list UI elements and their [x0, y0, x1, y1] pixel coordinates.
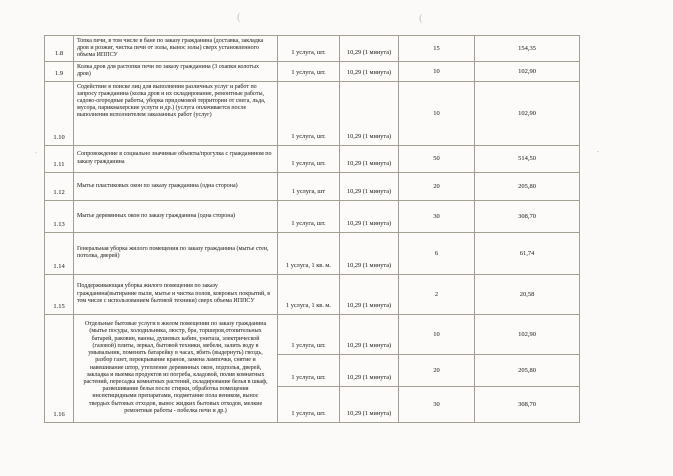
- quantity-cell: 15: [399, 36, 475, 62]
- tariff-cell: 10,29 (1 минута): [340, 274, 399, 314]
- service-description: Генеральная уборка жилого помещения по заказу гражданина (мытье стен, потолка, дверей): [74, 232, 278, 274]
- service-description: Поддерживающая уборка жилого помещения по заказу гражданина(вытирание пыли, мытье и чистка полов, ковровых покрытий, в том числе с использованием бытовой техники) сверх объема ИППСУ: [74, 274, 278, 314]
- tariff-cell: 10,29 (1 минута): [340, 61, 399, 81]
- quantity-cell: 10: [399, 81, 475, 145]
- table-row: [45, 145, 580, 172]
- quantity-cell: 50: [399, 145, 475, 172]
- quantity-cell: 20: [399, 172, 475, 200]
- price-cell: 154,35: [475, 36, 580, 62]
- quantity-cell: 6: [399, 232, 475, 274]
- unit-cell: 1 услуга, шт.: [278, 81, 340, 145]
- unit-cell: 1 услуга, шт.: [278, 314, 340, 354]
- unit-cell: 1 услуга, 1 кв. м.: [278, 274, 340, 314]
- unit-cell: 1 услуга, шт.: [278, 61, 340, 81]
- table-row: [45, 61, 580, 81]
- tariff-cell: 10,29 (1 минута): [340, 200, 399, 232]
- price-cell: 205,80: [475, 354, 580, 386]
- row-number: 1.11: [45, 145, 74, 172]
- service-description: Мытье деревянных окон по заказу гражданина (одна сторона): [74, 200, 278, 232]
- row-number: 1.9: [45, 61, 74, 81]
- service-description: Топка печи, в том числе в бане по заказу гражданина (доставка, закладка дров и розжиг, чистка печи от золы, вынос золы) сверх установленного объема ИППСУ: [74, 36, 278, 62]
- price-cell: 102,90: [475, 314, 580, 354]
- row-number: 1.14: [45, 232, 74, 274]
- unit-cell: 1 услуга, шт.: [278, 36, 340, 62]
- row-number: 1.10: [45, 81, 74, 145]
- unit-cell: 1 услуга, шт.: [278, 200, 340, 232]
- quantity-cell: 30: [399, 386, 475, 422]
- table-row: [45, 314, 580, 354]
- table-row: [45, 200, 580, 232]
- service-description: Содействие в поиске лиц для выполнения различных услуг и работ по запросу гражданина (колка дров и их складирование, ремонтные работы, садово-огородные работы, уборка придомовой территории от снега, льда, мусора, парикмахерские услуги и др.) (услуга оплачивается после выполнения исполнителем заказанных работ (услуг): [74, 81, 278, 145]
- tariff-cell: 10,29 (1 минута): [340, 145, 399, 172]
- price-cell: 514,50: [475, 145, 580, 172]
- unit-cell: 1 услуга, 1 кв. м.: [278, 232, 340, 274]
- row-number: 1.13: [45, 200, 74, 232]
- price-cell: 61,74: [475, 232, 580, 274]
- row-number: 1.15: [45, 274, 74, 314]
- scan-speck: .: [35, 147, 37, 155]
- tariff-cell: 10,29 (1 минута): [340, 354, 399, 386]
- table-row: [45, 274, 580, 314]
- service-description: Отдельные бытовые услуги в жилом помещении по заказу гражданина (мытье посуды, холодильника, люстр, бра, торшеров,отопительных батарей, раковин, ванны, душевых кабин, унитаза, электрической (газовой) плиты, зеркал, бытовой техники, мебели, залить воду в умывальник, поменять батарейку в часах, вбить (выдернуть) гвоздь, разбор газет, перекрывание кранов, замена лампочки, снятие и навешивание штор, утепление деревянных окон, подполья, дверей, закладка и выемка продуктов из погреба, кладовой, полив комнатных растений, пересадка комнатных растений, складирование белья в шкаф, развешивание белья после стирки, обработка помещения инсектицидными препаратами, подметание пола веником, вынос твердых бытовых отходов, вынос жидких бытовых отходов, мелкие ремонтные работы - побелка печи и др.): [74, 314, 278, 422]
- tariff-cell: 10,29 (1 минута): [340, 386, 399, 422]
- tariff-cell: 10,29 (1 минута): [340, 36, 399, 62]
- service-description: Сопровождение в социально значимые объекты/прогулка с гражданином по заказу гражданина: [74, 145, 278, 172]
- unit-cell: 1 услуга, шт.: [278, 386, 340, 422]
- row-number: 1.16: [45, 314, 74, 422]
- row-number: 1.8: [45, 36, 74, 62]
- row-number: 1.12: [45, 172, 74, 200]
- table-row: [45, 232, 580, 274]
- service-description: Колка дров для растопки печи по заказу гражданина (3 охапки колотых дров): [74, 61, 278, 81]
- unit-cell: 1 услуга, шт: [278, 172, 340, 200]
- quantity-cell: 2: [399, 274, 475, 314]
- service-tariff-table: [44, 35, 580, 423]
- quantity-cell: 30: [399, 200, 475, 232]
- unit-cell: 1 услуга, шт.: [278, 145, 340, 172]
- table-row: [45, 172, 580, 200]
- scan-artifact-mark: (: [237, 11, 241, 23]
- scan-artifact-mark: (: [419, 12, 423, 24]
- price-cell: 205,80: [475, 172, 580, 200]
- quantity-cell: 10: [399, 61, 475, 81]
- quantity-cell: 20: [399, 354, 475, 386]
- scan-speck: .: [597, 146, 599, 154]
- table-row: [45, 36, 580, 62]
- quantity-cell: 10: [399, 314, 475, 354]
- tariff-cell: 10,29 (1 минута): [340, 81, 399, 145]
- price-cell: 102,90: [475, 61, 580, 81]
- price-cell: 308,70: [475, 386, 580, 422]
- price-cell: 308,70: [475, 200, 580, 232]
- price-cell: 20,58: [475, 274, 580, 314]
- tariff-cell: 10,29 (1 минута): [340, 232, 399, 274]
- service-description: Мытье пластиковых окон по заказу гражданина (одна сторона): [74, 172, 278, 200]
- tariff-cell: 10,29 (1 минута): [340, 314, 399, 354]
- table-row: [45, 81, 580, 145]
- price-cell: 102,90: [475, 81, 580, 145]
- tariff-cell: 10,29 (1 минута): [340, 172, 399, 200]
- unit-cell: 1 услуга, шт.: [278, 354, 340, 386]
